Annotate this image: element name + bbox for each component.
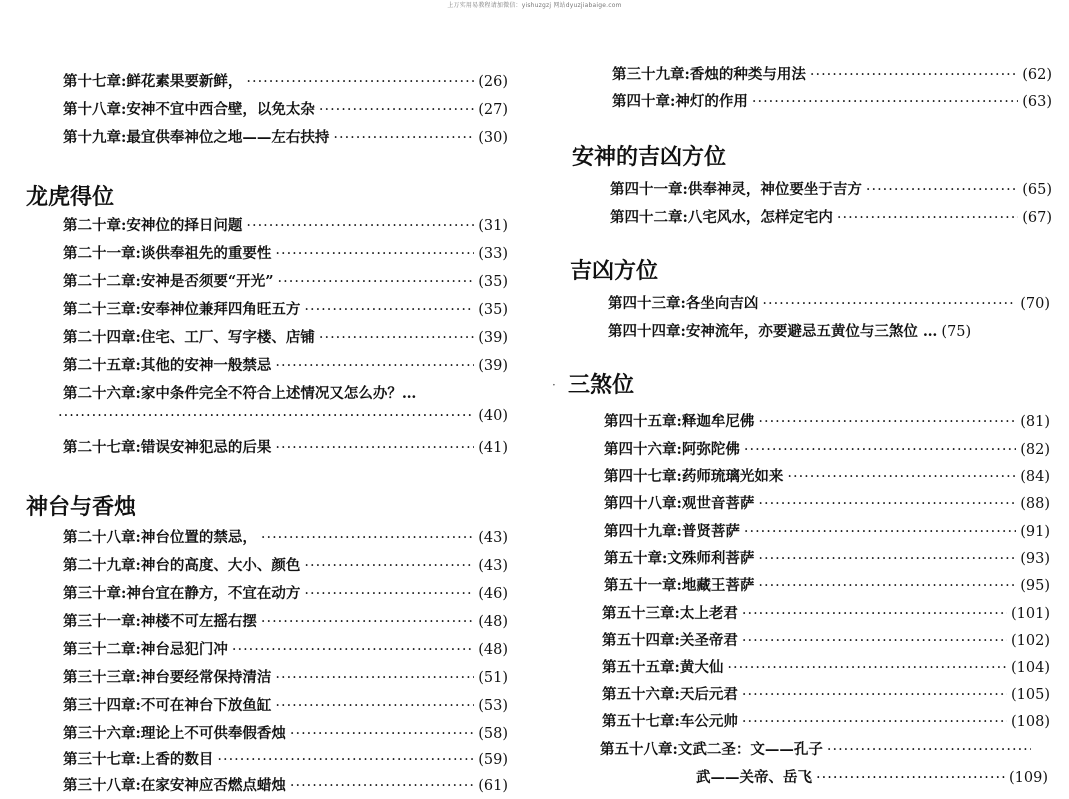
leader-dots — [866, 182, 1018, 198]
page-number: (33) — [478, 246, 508, 262]
chapter-number: 第二十五章 — [63, 357, 136, 374]
toc-entry: 第四十一章 : 供奉神灵，神位要坐于吉方 ····· (65) — [610, 178, 1052, 199]
toc-entry: 第五十一章 : 地藏王菩萨 ····· (95) — [604, 574, 1050, 595]
chapter-title: 天后元君 — [679, 686, 738, 703]
leader-dots — [333, 130, 474, 146]
chapter-number: 第五十四章 — [602, 632, 675, 649]
chapter-title: 文武二圣：文——孔子 — [677, 741, 823, 758]
chapter-title: 最宜供奉神位之地——左右扶持 — [126, 129, 330, 146]
chapter-title: 上香的数目 — [140, 751, 214, 768]
chapter-title: 神灯的作用 — [675, 93, 748, 110]
chapter-title: 谈供奉祖先的重要性 — [140, 245, 272, 262]
leader-dots — [261, 614, 474, 630]
leader-dots — [304, 302, 474, 318]
toc-entry: 第三十八章 : 在家安神应否燃点蜡烛 ····· (61) — [63, 774, 508, 795]
chapter-number: 第十九章 — [63, 129, 121, 146]
leader-dots — [742, 714, 1007, 730]
page-number: (26) — [478, 74, 508, 90]
page-number: (63) — [1022, 94, 1052, 110]
toc-entry: 第二十七章 : 错误安神犯忌的后果 ····· (41) — [63, 436, 508, 457]
chapter-number: 第二十四章 — [63, 329, 136, 346]
page-number: (101) — [1011, 606, 1050, 622]
page-number: (58) — [478, 726, 508, 742]
page-number: (84) — [1020, 469, 1050, 485]
chapter-title: 神台宜在静方，不宜在动方 — [126, 585, 301, 602]
chapter-number: 第五十一章 — [604, 577, 677, 594]
leader-dots — [319, 330, 474, 346]
leader-dots — [742, 687, 1007, 703]
chapter-title: 文殊师利菩萨 — [667, 550, 755, 567]
toc-entry: 第四十二章 : 八宅风水，怎样定宅内 ····· (67) — [610, 206, 1052, 227]
toc-entry-continuation — [58, 408, 508, 424]
toc-entry: 第二十四章 : 住宅、工厂、写字楼、店铺 ····· (39) — [63, 326, 508, 347]
page-number: (102) — [1011, 633, 1050, 649]
chapter-number: 第三十章 — [63, 585, 121, 602]
toc-entry: 第二十五章 : 其他的安神一般禁忌 ····· (39) — [63, 354, 508, 375]
page-number: (88) — [1020, 496, 1050, 512]
toc-entry: 第五十七章 : 车公元帅 ····· (108) — [602, 710, 1050, 731]
toc-entry: 第三十章 : 神台宜在静方，不宜在动方 ····· (46) — [63, 582, 508, 603]
chapter-number: 第五十七章 — [602, 713, 675, 730]
toc-entry: 第三十一章 : 神楼不可左摇右摆 ····· (48) — [63, 610, 508, 631]
leader-dots — [275, 358, 474, 374]
chapter-number: 第十七章 — [63, 73, 121, 90]
leader-dots — [58, 408, 474, 424]
leader-dots — [246, 74, 474, 90]
chapter-title: 神台位置的禁忌， — [140, 529, 257, 546]
page-number: (59) — [478, 752, 508, 768]
toc-entry: 第三十三章 : 神台要经常保持清洁 ····· (51) — [63, 666, 508, 687]
toc-entry: 第二十二章 : 安神是否须要“开光” ····· (35) — [63, 270, 508, 291]
page-number: (35) — [478, 302, 508, 318]
chapter-number: 第三十一章 — [63, 613, 136, 630]
leader-dots — [232, 642, 474, 658]
leader-dots — [304, 558, 474, 574]
page-number: (91) — [1020, 524, 1050, 540]
page-number: (104) — [1011, 660, 1050, 676]
page-number: (39) — [478, 358, 508, 374]
chapter-number: 第三十三章 — [63, 669, 136, 686]
leader-dots — [290, 778, 474, 794]
toc-entry: 第二十章 : 安神位的择日问题 ····· (31) — [63, 214, 508, 235]
toc-entry: 第五十四章 : 关圣帝君 ····· (102) — [602, 629, 1050, 650]
chapter-title: 八宅风水，怎样定宅内 — [687, 209, 833, 226]
leader-dots — [275, 670, 474, 686]
chapter-title: 错误安神犯忌的后果 — [140, 439, 272, 456]
toc-entry: 第十七章 : 鲜花素果要新鲜， ····· (26) — [63, 70, 508, 91]
chapter-title: 药师琉璃光如来 — [681, 468, 784, 485]
chapter-title: 神台要经常保持清洁 — [140, 669, 272, 686]
chapter-title: 地藏王菩萨 — [681, 577, 755, 594]
page-number: (31) — [478, 218, 508, 234]
leader-dots — [261, 530, 474, 546]
chapter-title: 家中条件完全不符合上述情况又怎么办？… — [140, 385, 417, 402]
chapter-number: 第五十五章 — [602, 659, 675, 676]
chapter-number: 第二十八章 — [63, 529, 136, 546]
toc-entry: 第三十六章 : 理论上不可供奉假香烛 ····· (58) — [63, 722, 508, 743]
leader-dots — [275, 246, 474, 262]
chapter-title: 供奉神灵，神位要坐于吉方 — [687, 181, 862, 198]
chapter-title: 鲜花素果要新鲜， — [126, 73, 243, 90]
page-number: (93) — [1020, 551, 1050, 567]
page-number: (48) — [478, 614, 508, 630]
leader-dots — [727, 660, 1007, 676]
chapter-number: 第十八章 — [63, 101, 121, 118]
page-number: (70) — [1020, 296, 1050, 312]
page-number: (35) — [478, 274, 508, 290]
chapter-title: 安神流年，亦要避忌五黄位与三煞位 … — [685, 323, 938, 340]
leader-dots — [742, 633, 1007, 649]
chapter-number: 第二十三章 — [63, 301, 136, 318]
section-heading: 龙虎得位 — [26, 184, 115, 210]
chapter-title: 住宅、工厂、写字楼、店铺 — [140, 329, 315, 346]
chapter-number: 第五十章 — [604, 550, 662, 567]
toc-entry: 第五十三章 : 太上老君 ····· (101) — [602, 602, 1050, 623]
leader-dots — [758, 496, 1016, 512]
leader-dots — [744, 442, 1016, 458]
page-number: (81) — [1020, 414, 1050, 430]
section-heading: 三煞位 — [568, 372, 635, 398]
chapter-number: 第五十三章 — [602, 605, 675, 622]
toc-entry: 第四十九章 : 普贤菩萨 ····· (91) — [604, 520, 1050, 541]
page-number: (62) — [1022, 67, 1052, 83]
page-number: (27) — [478, 102, 508, 118]
chapter-number: 第四十四章 — [608, 323, 681, 340]
toc-entry: 第五十五章 : 黄大仙 ····· (104) — [602, 656, 1050, 677]
chapter-title: 香烛的种类与用法 — [689, 66, 806, 83]
toc-entry: 第四十四章 : 安神流年，亦要避忌五黄位与三煞位 … (75) — [608, 320, 1050, 341]
toc-entry: 第四十三章 : 各坐向吉凶 ····· (70) — [608, 292, 1050, 313]
leader-dots — [758, 551, 1016, 567]
chapter-title: 武——关帝、岳飞 — [696, 769, 812, 786]
page-number: (82) — [1020, 442, 1050, 458]
chapter-number: 第四十七章 — [604, 468, 677, 485]
chapter-title: 阿弥陀佛 — [681, 441, 740, 458]
chapter-number: 第二十六章 — [63, 385, 136, 402]
page-number: (40) — [478, 408, 508, 424]
page-number: (67) — [1022, 210, 1052, 226]
page-number: (61) — [478, 778, 508, 794]
chapter-title: 不可在神台下放鱼缸 — [140, 697, 272, 714]
chapter-number: 第四十九章 — [604, 523, 677, 540]
chapter-title: 黄大仙 — [679, 659, 724, 676]
page-number: (43) — [478, 558, 508, 574]
chapter-number: 第三十七章 — [63, 751, 136, 768]
leader-dots — [744, 524, 1016, 540]
toc-entry: 第四十八章 : 观世音菩萨 ····· (88) — [604, 492, 1050, 513]
leader-dots — [787, 469, 1016, 485]
leader-dots — [275, 440, 474, 456]
toc-entry: 第四十五章 : 释迦牟尼佛 ····· (81) — [604, 410, 1050, 431]
chapter-title: 其他的安神一般禁忌 — [140, 357, 272, 374]
chapter-title: 太上老君 — [679, 605, 738, 622]
toc-entry-continuation — [696, 766, 1048, 787]
leader-dots — [275, 698, 474, 714]
chapter-title: 在家安神应否燃点蜡烛 — [140, 777, 286, 794]
page-number: (46) — [478, 586, 508, 602]
page-number: (75) — [941, 324, 972, 340]
page-number: (41) — [478, 440, 508, 456]
leader-dots — [304, 586, 474, 602]
toc-entry: 第二十九章 : 神台的高度、大小、颜色 ····· (43) — [63, 554, 508, 575]
toc-entry: 第五十章 : 文殊师利菩萨 ····· (93) — [604, 547, 1050, 568]
chapter-title: 释迦牟尼佛 — [681, 413, 755, 430]
leader-dots — [837, 210, 1018, 226]
page-number: (109) — [1009, 770, 1048, 786]
chapter-title: 普贤菩萨 — [681, 523, 740, 540]
toc-entry: 第二十八章 : 神台位置的禁忌， ····· (43) — [63, 526, 508, 547]
leader-dots — [752, 94, 1018, 110]
leader-dots — [742, 606, 1007, 622]
page-number: (30) — [478, 130, 508, 146]
chapter-title: 神台的高度、大小、颜色 — [140, 557, 301, 574]
leader-dots — [827, 742, 1031, 758]
leader-dots — [810, 67, 1018, 83]
chapter-title: 神台忌犯门冲 — [140, 641, 228, 658]
toc-entry: 第四十六章 : 阿弥陀佛 ····· (82) — [604, 438, 1050, 459]
leader-dots — [319, 102, 474, 118]
leader-dots — [278, 274, 475, 290]
chapter-number: 第三十四章 — [63, 697, 136, 714]
chapter-title: 安神位的择日问题 — [126, 217, 243, 234]
chapter-number: 第三十六章 — [63, 725, 136, 742]
page-number: (95) — [1020, 578, 1050, 594]
toc-entry: 第四十七章 : 药师琉璃光如来 ····· (84) — [604, 465, 1050, 486]
chapter-number: 第四十三章 — [608, 295, 681, 312]
chapter-title: 神楼不可左摇右摆 — [140, 613, 257, 630]
page-number: (65) — [1022, 182, 1052, 198]
toc-entry: 第三十二章 : 神台忌犯门冲 ····· (48) — [63, 638, 508, 659]
chapter-number: 第二十章 — [63, 217, 121, 234]
chapter-title: 安神是否须要“开光” — [140, 273, 274, 290]
toc-entry: 第二十六章 : 家中条件完全不符合上述情况又怎么办？… — [63, 382, 508, 403]
chapter-number: 第二十九章 — [63, 557, 136, 574]
section-heading: 吉凶方位 — [570, 258, 659, 284]
chapter-title: 安奉神位兼拜四角旺五方 — [140, 301, 301, 318]
page-number: (43) — [478, 530, 508, 546]
leader-dots — [762, 296, 1016, 312]
watermark-text: 上万实用易教程请加微信：yishuzgzj 网站dyuzjiabaige.com — [447, 2, 622, 9]
page-number: (53) — [478, 698, 508, 714]
leader-dots — [758, 578, 1016, 594]
page-number: (108) — [1011, 714, 1050, 730]
toc-entry: 第二十一章 : 谈供奉祖先的重要性 ····· (33) — [63, 242, 508, 263]
chapter-number: 第三十二章 — [63, 641, 136, 658]
leader-dots — [290, 726, 474, 742]
section-heading: 神台与香烛 — [26, 494, 137, 520]
page-number: (105) — [1011, 687, 1050, 703]
page-number: (51) — [478, 670, 508, 686]
chapter-title: 理论上不可供奉假香烛 — [140, 725, 286, 742]
toc-entry: 第五十六章 : 天后元君 ····· (105) — [602, 683, 1050, 704]
chapter-title: 安神不宜中西合壁，以免太杂 — [126, 101, 315, 118]
chapter-number: 第二十七章 — [63, 439, 136, 456]
toc-entry: 第十九章 : 最宜供奉神位之地——左右扶持 ····· (30) — [63, 126, 508, 147]
chapter-number: 第二十二章 — [63, 273, 136, 290]
chapter-number: 第五十八章 — [600, 741, 673, 758]
toc-entry: 第四十章 : 神灯的作用 ····· (63) — [612, 90, 1052, 111]
chapter-number: 第四十五章 — [604, 413, 677, 430]
chapter-title: 各坐向吉凶 — [685, 295, 759, 312]
chapter-number: 第二十一章 — [63, 245, 136, 262]
leader-dots — [816, 770, 1005, 786]
toc-entry: 第三十四章 : 不可在神台下放鱼缸 ····· (53) — [63, 694, 508, 715]
toc-entry: 第二十三章 : 安奉神位兼拜四角旺五方 ····· (35) — [63, 298, 508, 319]
chapter-title: 关圣帝君 — [679, 632, 738, 649]
leader-dots — [758, 414, 1016, 430]
toc-entry: 第十八章 : 安神不宜中西合壁，以免太杂 ····· (27) — [63, 98, 508, 119]
chapter-number: 第三十九章 — [612, 66, 685, 83]
chapter-title: 车公元帅 — [679, 713, 738, 730]
toc-entry: 第三十七章 : 上香的数目 ····· (59) — [63, 748, 508, 769]
section-heading: 安神的吉凶方位 — [572, 144, 727, 170]
page-number: (39) — [478, 330, 508, 346]
toc-entry: 第三十九章 : 香烛的种类与用法 ····· (62) — [612, 63, 1052, 84]
leader-dots — [246, 218, 474, 234]
chapter-number: 第三十八章 — [63, 777, 136, 794]
chapter-number: 第四十六章 — [604, 441, 677, 458]
scan-speck: · — [552, 378, 556, 392]
chapter-number: 第四十二章 — [610, 209, 683, 226]
chapter-number: 第五十六章 — [602, 686, 675, 703]
toc-entry: 第五十八章 : 文武二圣：文——孔子 ····· — [600, 738, 1035, 759]
page-number: (48) — [478, 642, 508, 658]
chapter-number: 第四十章 — [612, 93, 670, 110]
chapter-title: 观世音菩萨 — [681, 495, 755, 512]
chapter-number: 第四十八章 — [604, 495, 677, 512]
chapter-number: 第四十一章 — [610, 181, 683, 198]
leader-dots — [217, 752, 474, 768]
